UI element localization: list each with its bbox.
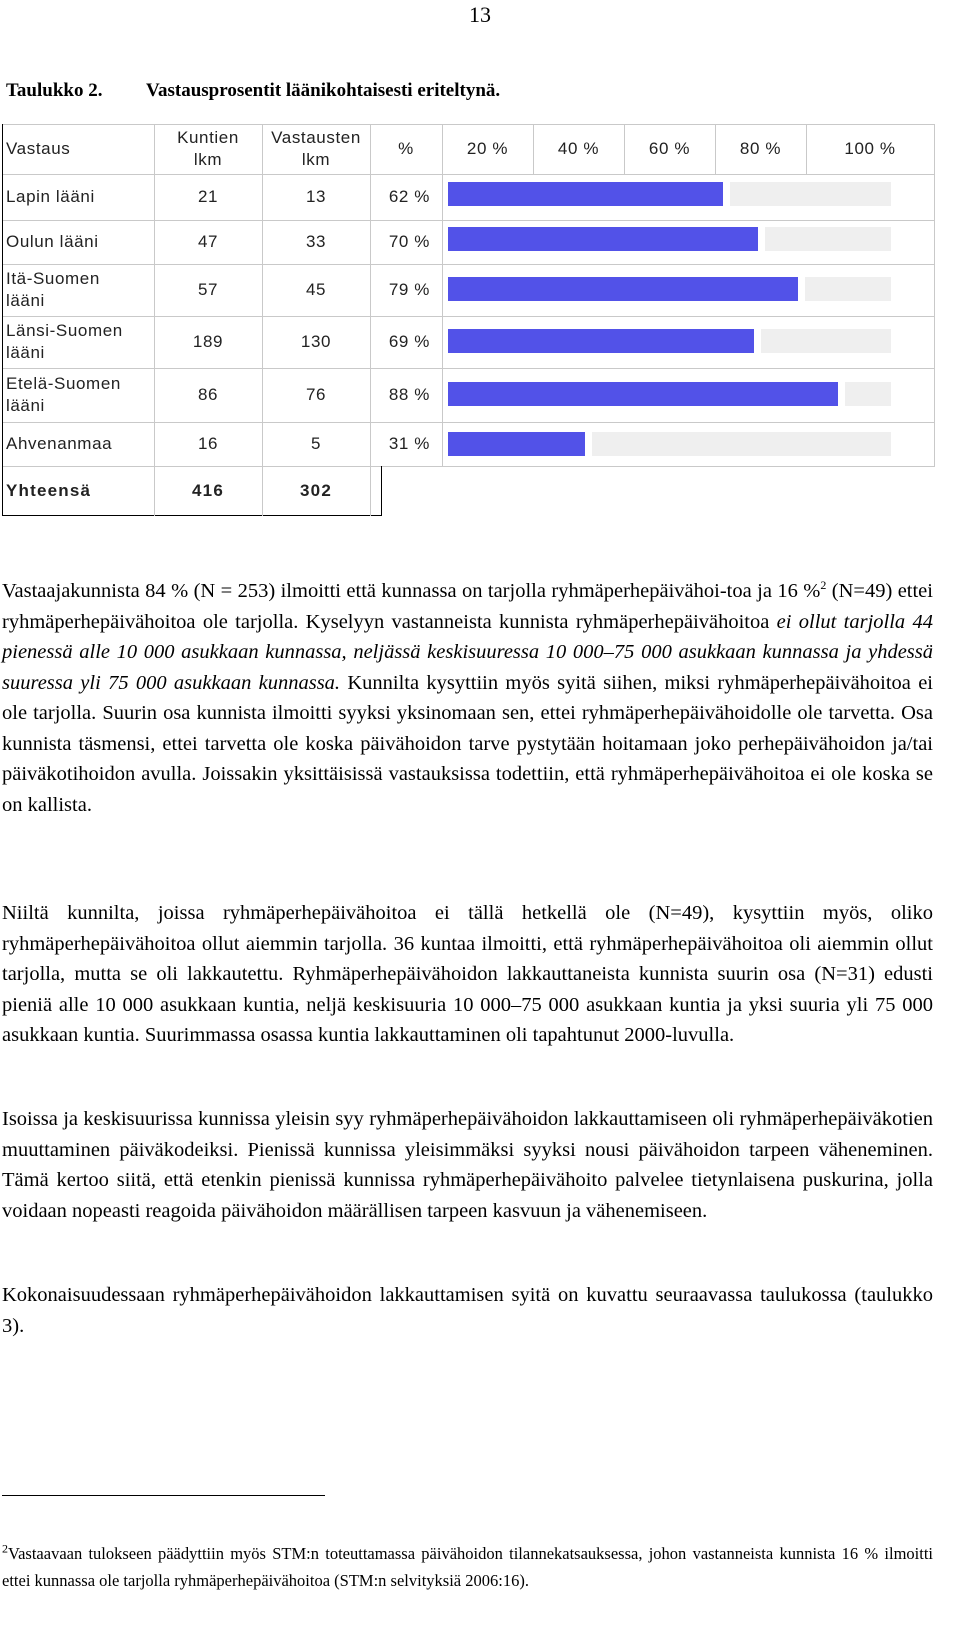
paragraph-4: Kokonaisuudessaan ryhmäperhepäivähoidon lakkauttamisen syitä on kuvattu seuraavassa taulukossa (taulukko 3).: [2, 1284, 933, 1337]
total-label: Yhteensä: [6, 481, 92, 500]
row-name-line1: Länsi-Suomen: [6, 321, 123, 340]
header-vastaus: Vastaus: [6, 139, 71, 158]
row-kuntien: 57: [197, 280, 219, 299]
page-number: 13: [469, 2, 491, 27]
row-name-line2: lääni: [6, 291, 45, 310]
response-bar: [448, 227, 758, 251]
response-bar: [448, 182, 723, 206]
response-rate-table: [2, 124, 935, 516]
footnote-text: Vastaavaan tulokseen päädyttiin myös STM:n toteuttamassa päivähoidon tilannekatsauksessa, johon vastanneista kunnista 16 % ilmoitti ettei kunnassa ole tarjolla ryhmäperhepäivähoitoa (STM:n selvityksiä 2006:16).: [2, 1544, 933, 1590]
row-kuntien: 21: [197, 187, 219, 206]
footnote-ref: 2: [820, 578, 827, 593]
response-bar-remainder: [592, 432, 891, 456]
row-kuntien: 86: [197, 385, 219, 404]
paragraph-3: Isoissa ja keskisuurissa kunnissa yleisin syy ryhmäperhepäivähoidon lakkauttamiseen oli ryhmäperhepäiväkotien muuttaminen päiväkodeiksi. Pienissä kunnissa yleisimmäksi syyksi nousi päivähoidon tarpeen väheneminen. Tämä kertoo siitä, että etenkin pienissä kunnissa ryhmäperhepäivähoito palvelee tietynlaisena puskurina, jolla voidaan nopeasti reagoida päivähoidon määrällisen tarpeen kasvuun ja vähenemiseen.: [2, 1108, 933, 1222]
header-kuntien-line2: lkm: [193, 150, 223, 169]
row-name-line1: Itä-Suomen: [6, 269, 100, 288]
total-kuntien: 416: [192, 481, 224, 500]
header-kuntien-line1: Kuntien: [177, 128, 239, 147]
table-caption: [6, 80, 500, 102]
row-percent: 62 %: [388, 187, 430, 206]
response-bar-remainder: [845, 382, 891, 406]
p1-text-a: Vastaajakunnista 84 % (N = 253) ilmoitti että kunnassa on tarjolla ryhmäperhepäivähoi-toa ja 16 %: [2, 580, 821, 602]
row-vastausten: 33: [305, 232, 327, 251]
p1-text-c: Kunnilta kysyttiin myös syitä siihen, miksi ryhmäperhepäivähoitoa ei ole tarjolla. Suurin osa kunnista ilmoitti syyksi yksinomaan sen, ettei ryhmäperhepäivähoidolle ole tarvetta. Osa kunnista täsmensi, ettei tarvetta ole koska päivähoidon tarve pystytään hoitamaan joko perhepäivähoidon ja/tai päiväkotihoidon avulla. Joissakin yksittäisissä vastauksissa todettiin, että ryhmäperhepäivähoitoa ei ole koska se on kallista.: [2, 671, 933, 816]
row-vastausten: 130: [300, 332, 332, 351]
response-bar: [448, 277, 798, 301]
row-vastausten: 13: [305, 187, 327, 206]
response-bar: [448, 329, 754, 353]
row-kuntien: 189: [192, 332, 224, 351]
row-kuntien: 16: [197, 434, 219, 453]
row-percent: 31 %: [388, 434, 430, 453]
row-name: [2, 368, 154, 422]
row-percent: 70 %: [388, 232, 430, 251]
row-percent: 69 %: [388, 332, 430, 351]
header-vastausten-line2: lkm: [301, 150, 331, 169]
header-percent: %: [398, 139, 414, 158]
table-caption-title: Vastausprosentit läänikohtaisesti eriteltynä.: [146, 80, 501, 101]
header-scale-100: 100 %: [844, 139, 896, 158]
footnote-separator: [2, 1495, 325, 1496]
header-vastausten-lkm: [262, 124, 370, 174]
row-name-line2: lääni: [6, 396, 45, 415]
row-vastausten: 45: [305, 280, 327, 299]
response-bar: [448, 382, 838, 406]
paragraph-1: [2, 576, 933, 820]
row-name-line1: Etelä-Suomen: [6, 374, 121, 393]
header-scale-20: 20 %: [466, 139, 509, 158]
p1-text-b: (N=49) ettei ryhmäperhepäivähoitoa ole tarjolla. Kyselyyn vastanneista kunnista ryhmäperhepäivähoitoa: [2, 580, 933, 633]
row-name: Lapin lääni: [6, 187, 95, 206]
row-name: Oulun lääni: [6, 232, 99, 251]
row-vastausten: 5: [310, 434, 322, 453]
table-caption-label: Taulukko 2.: [6, 80, 103, 101]
header-vastausten-line1: Vastausten: [271, 128, 361, 147]
p1-italic: ei ollut tarjolla 44 pienessä alle 10 000 asukkaan kunnassa, neljässä keskisuuressa 10 000–75 000 asukkaan kunnassa ja yhdessä suuressa yli 75 000 asukkaan kunnassa.: [2, 610, 933, 694]
total-vastausten: 302: [300, 481, 332, 500]
header-kuntien-lkm: [154, 124, 262, 174]
header-scale-40: 40 %: [557, 139, 600, 158]
footnote-number: 2: [2, 1541, 8, 1556]
row-percent: 79 %: [388, 280, 430, 299]
row-percent: 88 %: [388, 385, 430, 404]
row-kuntien: 47: [197, 232, 219, 251]
row-name: [2, 264, 154, 316]
header-scale-60: 60 %: [648, 139, 691, 158]
row-vastausten: 76: [305, 385, 327, 404]
response-bar-remainder: [730, 182, 891, 206]
response-bar-remainder: [765, 227, 891, 251]
paragraph-2: Niiltä kunnilta, joissa ryhmäperhepäivähoitoa ei tällä hetkellä ole (N=49), kysyttiin myös, oliko ryhmäperhepäivähoitoa ollut aiemmin tarjolla. 36 kuntaa ilmoitti, että ryhmäperhepäivähoitoa oli aiemmin ollut tarjolla, mutta se oli lakkautettu. Ryhmäperhepäivähoidon lakkauttaneista kunnista suurin osa (N=31) edusti pieniä alle 10 000 asukkaan kuntia, neljä keskisuuria 10 000–75 000 asukkaan kuntia ja yksi suuria yli 75 000 asukkaan kuntia. Suurimmassa osassa kuntia lakkauttaminen oli tapahtunut 2000-luvulla.: [2, 902, 933, 1046]
footnote: [2, 1540, 933, 1594]
header-scale-80: 80 %: [739, 139, 782, 158]
response-bar-remainder: [761, 329, 891, 353]
response-bar-remainder: [805, 277, 891, 301]
row-name-line2: lääni: [6, 343, 45, 362]
response-bar: [448, 432, 585, 456]
row-name: [2, 316, 154, 368]
row-name: Ahvenanmaa: [6, 434, 113, 453]
